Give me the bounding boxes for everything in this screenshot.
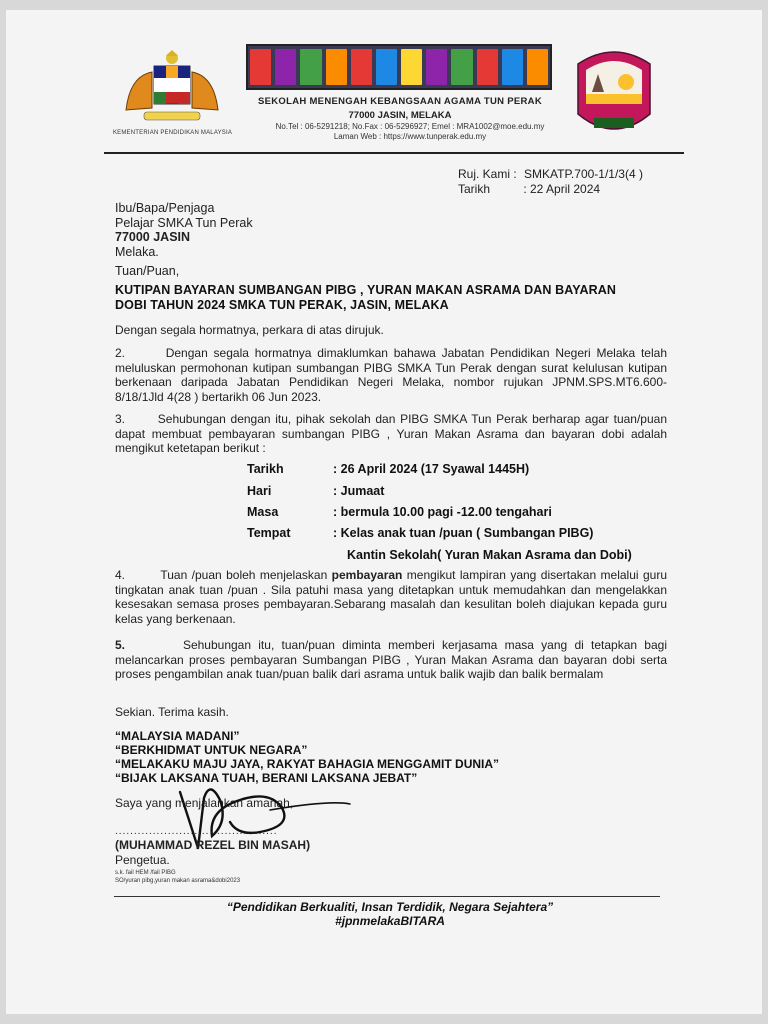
recipient-line-2: Pelajar SMKA Tun Perak — [115, 216, 253, 230]
paragraph-4-emphasis: pembayaran — [331, 568, 403, 582]
subject-line-2: DOBI TAHUN 2024 SMKA TUN PERAK, JASIN, MELAKA — [115, 298, 449, 312]
cc-line-2: SO/yuran pibg,yuran makan asrama&dobi2023 — [115, 878, 241, 884]
detail-label-tempat: Tempat — [247, 526, 291, 540]
date-value: : 22 April 2024 — [523, 182, 601, 196]
school-name: SEKOLAH MENENGAH KEBANGSAAN AGAMA TUN PERAK — [257, 96, 542, 107]
detail-value-hari: : Jumaat — [333, 484, 385, 498]
web-line: Laman Web : https://www.tunperak.edu.my — [333, 132, 487, 141]
closing-line: Sekian. Terima kasih. — [115, 705, 229, 719]
recipient-line-4: Melaka. — [115, 245, 159, 259]
contact-line: No.Tel : 06-5291218; No.Fax : 06-5296927; Emel : MRA1002@moe.edu.my — [275, 122, 545, 131]
detail-label-hari: Hari — [247, 484, 272, 498]
detail-value-tarikh: : 26 April 2024 (17 Syawal 1445H) — [333, 462, 530, 476]
motto-2: “BERKHIDMAT UNTUK NEGARA” — [115, 743, 308, 757]
date-line — [458, 182, 600, 196]
paragraph-5 — [115, 638, 667, 682]
reference-line — [458, 167, 643, 181]
detail-label-masa: Masa — [247, 505, 279, 519]
motto-3: “MELAKAKU MAJU JAYA, RAKYAT BAHAGIA MENGGAMIT DUNIA” — [115, 757, 500, 771]
recipient-line-3: 77000 JASIN — [115, 230, 191, 244]
detail-value-masa: : bermula 10.00 pagi -12.00 tengahari — [333, 505, 552, 519]
signatory-name: (MUHAMMAD REZEL BIN MASAH) — [115, 838, 311, 852]
signature-dots: ........................................... — [115, 826, 278, 837]
reference-value: SMKATP.700-1/1/3(4 ) — [524, 167, 643, 181]
detail-value-tempat: : Kelas anak tuan /puan ( Sumbangan PIBG) — [333, 526, 594, 540]
date-label: Tarikh — [458, 182, 491, 196]
motto-4: “BIJAK LAKSANA TUAH, BERANI LAKSANA JEBAT” — [115, 771, 418, 785]
paragraph-2: 2. Dengan segala hormatnya dimaklumkan bahawa Jabatan Pendidikan Negeri Melaka telah meluluskan permohonan kutipan sumbangan PIBG SMKA Tun Perak dengan surat kelulusan kutipan berkenaan daripada Jabatan Pendidikan Negeri Melaka, nombor rujukan JPNM.SPS.MT6.600-8/18/1Jld 4(28 ) bertarikh 06 Jun 2023. — [115, 346, 667, 404]
paragraph-4 — [115, 568, 667, 626]
school-crest-logo — [572, 44, 656, 140]
salutation: Tuan/Puan, — [115, 264, 180, 278]
paragraph-3: 3. Sehubungan dengan itu, pihak sekolah dan PIBG SMKA Tun Perak berharap agar tuan/puan dapat membuat pembayaran sumbangan PIBG , Yuran Makan Asrama dan bayaran dobi adalah mengikut ketetapan berikut : — [115, 412, 667, 455]
school-address: 77000 JASIN, MELAKA — [348, 110, 452, 121]
trust-line: Saya yang menjalankan amanah, — [115, 796, 294, 810]
signatory-title: Pengetua. — [115, 853, 170, 867]
paragraph-4-start: Tuan /puan boleh menjelaskan — [125, 568, 332, 582]
subject-line-1: KUTIPAN BAYARAN SUMBANGAN PIBG , YURAN MAKAN ASRAMA DAN BAYARAN — [115, 283, 617, 297]
cc-line-1: s.k. fail HEM /fail PIBG — [115, 870, 176, 876]
detail-label-tarikh: Tarikh — [247, 462, 284, 476]
paragraph-5-text: Sehubungan itu, tuan/puan diminta memberi kerjasama masa yang di tetapkan bagi melancarkan proses pembayaran Sumbangan PIBG , Yuran Makan Asrama dan bayaran dobi serta proses pengambilan anak tuan/puan balik dari asrama untuk balik wajib dan balik bermalam — [115, 638, 667, 681]
paragraph-5-number: 5. — [115, 638, 126, 652]
paragraph-4-rest: mengikut lampiran yang disertakan melalui guru tingkatan anak tuan /puan . Sila patuhi masa yang ditetapkan untuk memudahkan dan mengelakkan kesesakan semasa proses pembayaran.Sebarang masalah dan kesulitan boleh diajukan kepada guru kelas yang berkenaan. — [115, 568, 667, 626]
opening-paragraph: Dengan segala hormatnya, perkara di atas dirujuk. — [115, 323, 384, 337]
detail-value-tempat-extra: Kantin Sekolah( Yuran Makan Asrama dan Dobi) — [347, 548, 632, 562]
school-contact — [230, 122, 590, 142]
footer-divider — [114, 896, 660, 897]
letterhead-divider — [104, 152, 684, 154]
footer-slogan: “Pendidikan Berkualiti, Insan Terdidik, Negara Sejahtera” — [226, 900, 554, 914]
reference-label: Ruj. Kami : — [458, 167, 517, 181]
letter-subject — [115, 283, 660, 313]
motto-1: “MALAYSIA MADANI” — [115, 729, 240, 743]
jawi-calligraphy-banner-logo — [246, 44, 552, 90]
footer-hashtag: #jpnmelakaBITARA — [335, 914, 445, 928]
ministry-label: KEMENTERIAN PENDIDIKAN MALAYSIA — [112, 130, 233, 136]
recipient-line-1: Ibu/Bapa/Penjaga — [115, 201, 215, 215]
paragraph-4-number: 4. — [115, 568, 126, 582]
